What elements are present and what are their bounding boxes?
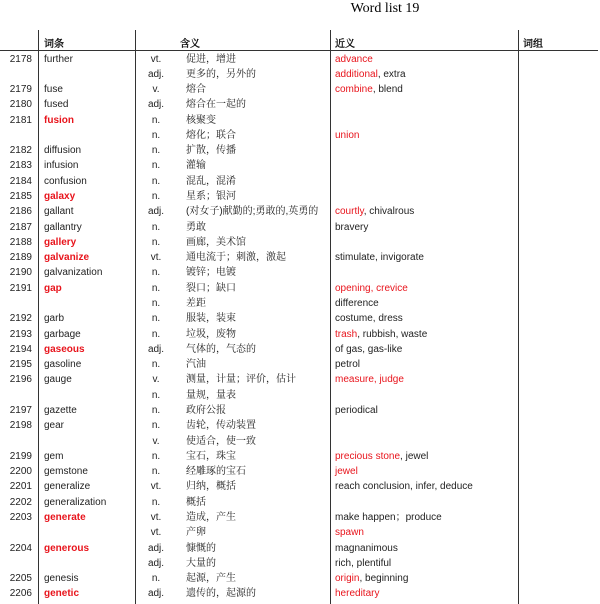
header-phrase: 词组 (523, 39, 543, 50)
synonym-segment: costume, dress (335, 313, 403, 325)
synonyms (335, 296, 379, 311)
entry-number: 2183 (9, 160, 32, 172)
table-row (0, 464, 600, 479)
entry-word: confusion (44, 175, 87, 187)
meaning: 遗传的，起源的 (186, 588, 256, 600)
table-row (0, 235, 600, 250)
part-of-speech: adj. (147, 557, 165, 569)
synonym-segment: jewel (335, 466, 358, 478)
meaning: 产卵 (186, 527, 206, 539)
synonyms (335, 586, 379, 601)
table-row (0, 128, 600, 143)
entry-word: gallery (44, 236, 77, 248)
part-of-speech: n. (151, 298, 161, 309)
entry-number: 2199 (9, 450, 32, 462)
part-of-speech: n. (151, 145, 161, 157)
part-of-speech: v. (152, 435, 160, 447)
meaning: 熔化；联合 (186, 129, 236, 141)
meaning: 测量，计量；评价，估计 (186, 374, 296, 386)
synonym-segment: , extra (377, 68, 406, 80)
entry-word: infusion (44, 160, 79, 172)
entry-word: galaxy (44, 191, 76, 203)
part-of-speech: n. (151, 450, 161, 462)
entry-word: gap (44, 282, 62, 294)
entry-number: 2179 (9, 84, 32, 96)
synonym-segment: petrol (335, 359, 361, 371)
entry-number: 2188 (9, 236, 32, 248)
part-of-speech: n. (151, 359, 161, 371)
table-row (0, 220, 600, 235)
entry-word: galvanization (44, 267, 103, 279)
table-row (0, 189, 600, 204)
entry-word: generalize (44, 481, 91, 493)
entry-word: gemstone (44, 466, 88, 478)
table-row (0, 495, 600, 510)
entry-number: 2205 (9, 573, 32, 585)
meaning: 核聚变 (186, 114, 216, 126)
synonyms (335, 510, 442, 525)
synonyms (335, 311, 403, 326)
synonym-segment: , blend (372, 84, 403, 96)
entry-word: diffusion (44, 145, 82, 157)
table-row (0, 311, 600, 326)
synonyms (335, 204, 414, 219)
meaning: 政府公报 (186, 404, 226, 416)
entry-number: 2181 (9, 114, 32, 126)
meaning: 更多的，另外的 (186, 68, 256, 80)
entry-number: 2178 (9, 53, 32, 65)
page-title: Word list 19 (350, 1, 420, 16)
table-row (0, 342, 600, 357)
entry-number: 2189 (9, 252, 32, 264)
meaning: 使适合，使一致 (186, 435, 256, 447)
meaning: 垃圾，废物 (186, 328, 236, 340)
synonym-segment: bravery (335, 221, 369, 233)
entry-number: 2185 (9, 191, 32, 203)
part-of-speech: n. (151, 328, 161, 340)
meaning: 差距 (186, 298, 206, 309)
entry-number: 2200 (9, 466, 32, 478)
part-of-speech: v. (152, 84, 160, 96)
meaning: 归纳，概括 (186, 481, 236, 493)
meaning: 扩散，传播 (186, 145, 236, 157)
meaning: 慷慨的 (186, 542, 216, 554)
synonym-segment: measure, judge (335, 374, 404, 386)
synonym-segment: , jewel (400, 450, 429, 462)
entry-word: gasoline (44, 359, 82, 371)
entry-word: gallantry (44, 221, 82, 233)
meaning: 齿轮，传动装置 (186, 420, 256, 432)
synonym-segment: rich, plentiful (335, 557, 392, 569)
synonym-segment: make happen；produce (335, 511, 442, 523)
synonyms (335, 67, 406, 82)
part-of-speech: n. (151, 160, 161, 172)
synonyms (335, 128, 359, 143)
header-synonym: 近义 (335, 39, 355, 50)
synonyms (335, 372, 404, 387)
header-meaning: 含义 (180, 39, 200, 50)
part-of-speech: vt. (150, 252, 162, 264)
entry-word: fusion (44, 114, 74, 126)
meaning: 促进，增进 (186, 53, 236, 65)
synonym-segment: stimulate, invigorate (335, 252, 424, 264)
entry-word: gazette (44, 404, 77, 416)
table-row (0, 174, 600, 189)
entry-word: gear (44, 420, 65, 432)
table-row (0, 586, 600, 601)
part-of-speech: adj. (147, 588, 165, 600)
synonym-segment: trash (335, 328, 358, 340)
entry-word: generate (44, 511, 86, 523)
part-of-speech: adj. (147, 68, 165, 80)
meaning: 星系；银河 (186, 191, 236, 203)
entry-number: 2204 (9, 542, 32, 554)
part-of-speech: vt. (150, 527, 162, 539)
synonym-segment: difference (335, 298, 379, 309)
entry-number: 2196 (9, 374, 32, 386)
entry-number: 2203 (9, 511, 32, 523)
entry-word: gallant (44, 206, 74, 218)
part-of-speech: adj. (147, 99, 165, 111)
synonym-segment: spawn (335, 527, 364, 539)
entry-number: 2201 (9, 481, 32, 493)
table-row (0, 204, 600, 219)
part-of-speech: n. (151, 236, 161, 248)
synonym-segment: additional (335, 68, 378, 80)
table-row (0, 556, 600, 571)
table-row (0, 510, 600, 525)
table-row (0, 479, 600, 494)
part-of-speech: vt. (150, 53, 162, 65)
synonym-segment: magnanimous (335, 542, 398, 554)
entry-word: fuse (44, 84, 63, 96)
part-of-speech: n. (151, 420, 161, 432)
entry-word: generous (44, 542, 90, 554)
synonym-segment: periodical (335, 404, 378, 416)
synonym-segment: , chivalrous (363, 206, 415, 218)
synonyms (335, 403, 378, 418)
table-row (0, 525, 600, 540)
table-row (0, 250, 600, 265)
meaning: 混乱，混淆 (186, 175, 236, 187)
meaning: 造成，产生 (186, 511, 236, 523)
part-of-speech: vt. (150, 511, 162, 523)
part-of-speech: n. (151, 191, 161, 203)
entry-word: generalization (44, 496, 107, 508)
entry-number: 2198 (9, 420, 32, 432)
word-table (0, 52, 600, 602)
meaning: 起源，产生 (186, 573, 236, 585)
table-row (0, 571, 600, 586)
synonyms (335, 82, 403, 97)
table-row (0, 357, 600, 372)
table-row (0, 281, 600, 296)
part-of-speech: n. (151, 466, 161, 478)
synonyms (335, 357, 360, 372)
part-of-speech: n. (151, 389, 161, 401)
entry-number: 2194 (9, 343, 32, 355)
table-row (0, 541, 600, 556)
entry-number: 2182 (9, 145, 32, 157)
part-of-speech: adj. (147, 206, 165, 218)
table-row (0, 52, 600, 67)
synonym-segment: combine (335, 84, 373, 96)
entry-number: 2187 (9, 221, 32, 233)
synonyms (335, 556, 391, 571)
synonyms (335, 541, 398, 556)
entry-number: 2195 (9, 359, 32, 371)
synonym-segment: of gas, gas-like (335, 343, 403, 355)
synonym-segment: origin (335, 573, 360, 585)
part-of-speech: n. (151, 573, 161, 585)
entry-word: fused (44, 99, 69, 111)
meaning: 勇敢 (186, 221, 206, 233)
part-of-speech: n. (151, 282, 161, 294)
meaning: 气体的，气态的 (186, 343, 256, 355)
part-of-speech: n. (151, 313, 161, 325)
entry-number: 2206 (9, 588, 32, 600)
part-of-speech: adj. (147, 542, 165, 554)
entry-word: gaseous (44, 343, 85, 355)
table-row (0, 97, 600, 112)
entry-number: 2180 (9, 99, 32, 111)
entry-number: 2202 (9, 496, 32, 508)
entry-word: further (44, 53, 73, 65)
part-of-speech: adj. (147, 343, 165, 355)
meaning: 熔合 (186, 84, 206, 96)
meaning: 通电流于；刺激，激起 (186, 252, 286, 264)
part-of-speech: v. (152, 374, 160, 386)
synonym-segment: opening, crevice (335, 282, 408, 294)
synonyms (335, 571, 408, 586)
meaning: 量规，量表 (186, 389, 236, 401)
part-of-speech: n. (151, 221, 161, 233)
entry-word: genetic (44, 588, 80, 600)
entry-word: garb (44, 313, 65, 325)
table-row (0, 372, 600, 387)
meaning: 画廊，美术馆 (186, 236, 246, 248)
meaning: 汽油 (186, 359, 206, 371)
part-of-speech: n. (151, 404, 161, 416)
table-row (0, 327, 600, 342)
table-row (0, 388, 600, 403)
entry-number: 2184 (9, 175, 32, 187)
table-row (0, 67, 600, 82)
synonym-segment: advance (335, 53, 373, 65)
entry-number: 2193 (9, 328, 32, 340)
synonyms (335, 220, 368, 235)
synonym-segment: , rubbish, waste (357, 328, 428, 340)
entry-number: 2190 (9, 267, 32, 279)
table-row (0, 418, 600, 433)
synonyms (335, 52, 373, 67)
meaning: 裂口；缺口 (186, 282, 236, 294)
synonyms (335, 281, 408, 296)
entry-word: garbage (44, 328, 81, 340)
table-row (0, 265, 600, 280)
part-of-speech: n. (151, 114, 161, 126)
entry-word: genesis (44, 573, 79, 585)
table-row (0, 434, 600, 449)
meaning: 大量的 (186, 557, 216, 569)
table-row (0, 449, 600, 464)
synonyms (335, 342, 402, 357)
synonym-segment: hereditary (335, 588, 380, 600)
synonyms (335, 464, 358, 479)
table-row (0, 158, 600, 173)
part-of-speech: n. (151, 496, 161, 508)
meaning: 宝石，珠宝 (186, 450, 236, 462)
part-of-speech: vt. (150, 481, 162, 493)
table-row (0, 113, 600, 128)
entry-number: 2197 (9, 404, 32, 416)
meaning: 服装，装束 (186, 313, 236, 325)
meaning: (对女子)献勤的;勇敢的,英勇的 (186, 206, 319, 218)
entry-word: gem (44, 450, 64, 462)
synonyms (335, 525, 364, 540)
meaning: 镀锌；电镀 (186, 267, 236, 279)
meaning: 熔合在一起的 (186, 99, 246, 111)
entry-number: 2191 (9, 282, 32, 294)
meaning: 灌输 (186, 160, 206, 172)
header-word: 词条 (44, 39, 64, 50)
entry-number: 2186 (9, 206, 32, 218)
synonym-segment: precious stone (335, 450, 401, 462)
meaning: 概括 (186, 496, 206, 508)
entry-word: gauge (44, 374, 72, 386)
synonyms (335, 250, 424, 265)
synonym-segment: reach conclusion, infer, deduce (335, 481, 473, 493)
table-row (0, 296, 600, 311)
synonyms (335, 449, 428, 464)
meaning: 经雕琢的宝石 (186, 466, 246, 478)
part-of-speech: n. (151, 175, 161, 187)
synonyms (335, 327, 427, 342)
entry-number: 2192 (9, 313, 32, 325)
table-row (0, 143, 600, 158)
synonym-segment: , beginning (359, 573, 409, 585)
entry-word: galvanize (44, 252, 90, 264)
part-of-speech: n. (151, 129, 161, 141)
table-row (0, 82, 600, 97)
synonym-segment: union (335, 129, 360, 141)
synonyms (335, 479, 473, 494)
synonym-segment: courtly (335, 206, 364, 218)
table-row (0, 403, 600, 418)
part-of-speech: n. (151, 267, 161, 279)
